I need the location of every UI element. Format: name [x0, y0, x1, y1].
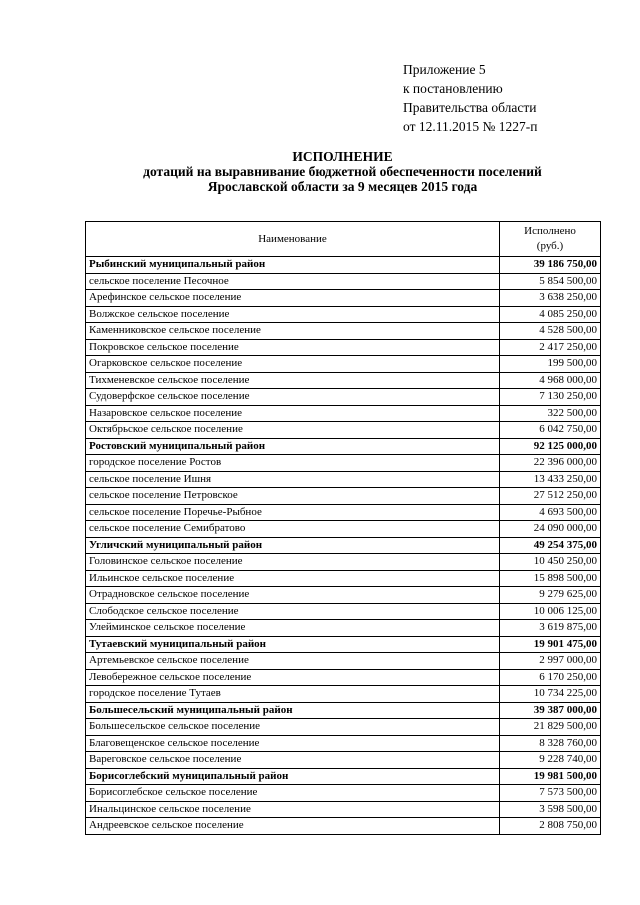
table-body	[86, 257, 601, 835]
row-value: 21 829 500,00	[500, 719, 601, 736]
row-value: 49 254 375,00	[500, 537, 601, 554]
settlement-row	[86, 752, 601, 769]
settlement-row	[86, 686, 601, 703]
row-value: 322 500,00	[500, 405, 601, 422]
row-value: 3 598 500,00	[500, 801, 601, 818]
row-name: городское поселение Тутаев	[86, 686, 500, 703]
district-total-row	[86, 438, 601, 455]
row-name: Вареговское сельское поселение	[86, 752, 500, 769]
row-value: 10 734 225,00	[500, 686, 601, 703]
row-value: 22 396 000,00	[500, 455, 601, 472]
row-name: Волжское сельское поселение	[86, 306, 500, 323]
row-name: Угличский муниципальный район	[86, 537, 500, 554]
document-title	[85, 149, 600, 194]
row-name: Слободское сельское поселение	[86, 603, 500, 620]
settlement-row	[86, 405, 601, 422]
settlement-row	[86, 587, 601, 604]
settlement-row	[86, 735, 601, 752]
row-name: городское поселение Ростов	[86, 455, 500, 472]
row-value: 5 854 500,00	[500, 273, 601, 290]
row-value: 13 433 250,00	[500, 471, 601, 488]
row-value: 8 328 760,00	[500, 735, 601, 752]
row-value: 15 898 500,00	[500, 570, 601, 587]
row-value: 9 228 740,00	[500, 752, 601, 769]
row-name: Большесельский муниципальный район	[86, 702, 500, 719]
district-total-row	[86, 537, 601, 554]
district-total-row	[86, 702, 601, 719]
title-subheading: Ярославской области за 9 месяцев 2015 года	[207, 179, 478, 194]
row-name: Октябрьское сельское поселение	[86, 422, 500, 439]
row-value: 19 901 475,00	[500, 636, 601, 653]
district-total-row	[86, 257, 601, 274]
row-value: 24 090 000,00	[500, 521, 601, 538]
row-name: Ростовский муниципальный район	[86, 438, 500, 455]
row-value: 39 387 000,00	[500, 702, 601, 719]
execution-table	[85, 221, 601, 835]
row-value: 2 417 250,00	[500, 339, 601, 356]
settlement-row	[86, 389, 601, 406]
row-value: 4 968 000,00	[500, 372, 601, 389]
row-name: Тихменевское сельское поселение	[86, 372, 500, 389]
row-value: 4 085 250,00	[500, 306, 601, 323]
settlement-row	[86, 653, 601, 670]
settlement-row	[86, 801, 601, 818]
appendix-reference	[403, 60, 537, 136]
row-value: 6 170 250,00	[500, 669, 601, 686]
row-value: 10 006 125,00	[500, 603, 601, 620]
settlement-row	[86, 603, 601, 620]
appendix-line: Правительства области	[403, 100, 537, 115]
row-name: Улейминское сельское поселение	[86, 620, 500, 637]
table-header-row	[86, 222, 601, 257]
settlement-row	[86, 785, 601, 802]
row-name: Тутаевский муниципальный район	[86, 636, 500, 653]
row-name: Борисоглебское сельское поселение	[86, 785, 500, 802]
row-value: 7 130 250,00	[500, 389, 601, 406]
row-name: Судоверфское сельское поселение	[86, 389, 500, 406]
row-value: 6 042 750,00	[500, 422, 601, 439]
row-name: сельское поселение Поречье-Рыбное	[86, 504, 500, 521]
row-value: 9 279 625,00	[500, 587, 601, 604]
settlement-row	[86, 488, 601, 505]
row-value: 3 638 250,00	[500, 290, 601, 307]
title-subheading: дотаций на выравнивание бюджетной обеспеченности поселений	[143, 164, 542, 179]
settlement-row	[86, 719, 601, 736]
district-total-row	[86, 768, 601, 785]
row-name: Покровское сельское поселение	[86, 339, 500, 356]
row-value: 2 997 000,00	[500, 653, 601, 670]
row-name: Борисоглебский муниципальный район	[86, 768, 500, 785]
row-name: Отрадновское сельское поселение	[86, 587, 500, 604]
row-name: сельское поселение Петровское	[86, 488, 500, 505]
row-name: Огарковское сельское поселение	[86, 356, 500, 373]
settlement-row	[86, 323, 601, 340]
column-header-value-line: Исполнено	[524, 225, 576, 237]
settlement-row	[86, 504, 601, 521]
row-value: 4 693 500,00	[500, 504, 601, 521]
row-name: сельское поселение Песочное	[86, 273, 500, 290]
row-value: 4 528 500,00	[500, 323, 601, 340]
row-value: 3 619 875,00	[500, 620, 601, 637]
settlement-row	[86, 273, 601, 290]
settlement-row	[86, 471, 601, 488]
settlement-row	[86, 455, 601, 472]
row-value: 2 808 750,00	[500, 818, 601, 835]
appendix-line: Приложение 5	[403, 62, 486, 77]
row-value: 7 573 500,00	[500, 785, 601, 802]
settlement-row	[86, 356, 601, 373]
column-header-value	[500, 222, 601, 257]
row-value: 10 450 250,00	[500, 554, 601, 571]
row-value: 19 981 500,00	[500, 768, 601, 785]
appendix-line: к постановлению	[403, 81, 503, 96]
appendix-line: от 12.11.2015 № 1227-п	[403, 119, 538, 134]
column-header-value-unit: (руб.)	[536, 240, 564, 252]
settlement-row	[86, 570, 601, 587]
settlement-row	[86, 554, 601, 571]
row-name: сельское поселение Семибратово	[86, 521, 500, 538]
row-name: Рыбинский муниципальный район	[86, 257, 500, 274]
column-header-name: Наименование	[86, 222, 500, 257]
row-name: Андреевское сельское поселение	[86, 818, 500, 835]
row-name: сельское поселение Ишня	[86, 471, 500, 488]
row-name: Благовещенское сельское поселение	[86, 735, 500, 752]
row-value: 199 500,00	[500, 356, 601, 373]
row-name: Ильинское сельское поселение	[86, 570, 500, 587]
row-value: 39 186 750,00	[500, 257, 601, 274]
row-value: 92 125 000,00	[500, 438, 601, 455]
settlement-row	[86, 306, 601, 323]
row-value: 27 512 250,00	[500, 488, 601, 505]
row-name: Арефинское сельское поселение	[86, 290, 500, 307]
settlement-row	[86, 620, 601, 637]
row-name: Левобережное сельское поселение	[86, 669, 500, 686]
row-name: Инальцинское сельское поселение	[86, 801, 500, 818]
title-heading: ИСПОЛНЕНИЕ	[292, 149, 393, 164]
settlement-row	[86, 521, 601, 538]
settlement-row	[86, 422, 601, 439]
row-name: Артемьевское сельское поселение	[86, 653, 500, 670]
row-name: Назаровское сельское поселение	[86, 405, 500, 422]
row-name: Головинское сельское поселение	[86, 554, 500, 571]
settlement-row	[86, 372, 601, 389]
settlement-row	[86, 290, 601, 307]
row-name: Каменниковское сельское поселение	[86, 323, 500, 340]
settlement-row	[86, 669, 601, 686]
settlement-row	[86, 818, 601, 835]
district-total-row	[86, 636, 601, 653]
settlement-row	[86, 339, 601, 356]
row-name: Большесельское сельское поселение	[86, 719, 500, 736]
